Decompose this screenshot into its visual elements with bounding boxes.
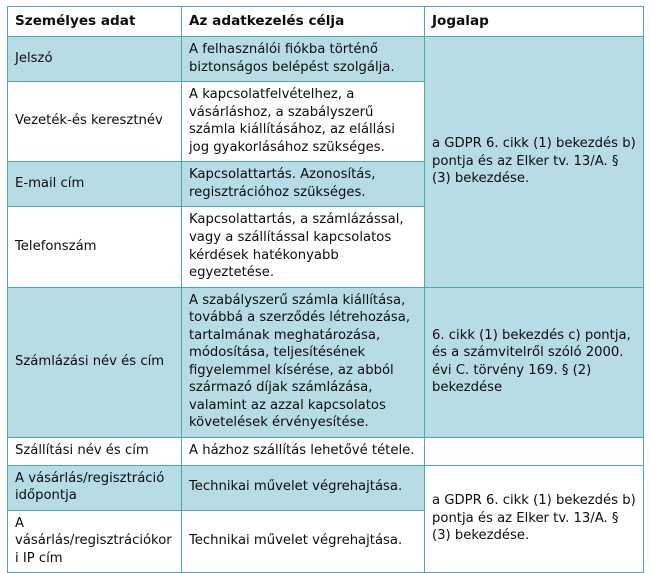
cell-personal-data: Számlázási név és cím	[8, 287, 182, 437]
cell-purpose: Technikai művelet végrehajtása.	[182, 465, 425, 510]
column-header-purpose: Az adatkezelés célja	[182, 7, 425, 37]
table-header	[8, 7, 644, 37]
cell-purpose: Kapcsolattartás, a számlázással, vagy a szállítással kapcsolatos kérdések hatékonyabb egyeztetése.	[182, 207, 425, 287]
personal-data-processing-table	[7, 6, 644, 573]
cell-purpose: Kapcsolattartás. Azonosítás, regisztrációhoz szükséges.	[182, 162, 425, 207]
cell-personal-data: A vásárlás/regisztráció időpontja	[8, 465, 182, 510]
cell-personal-data: Szállítási név és cím	[8, 438, 182, 466]
cell-personal-data: E-mail cím	[8, 162, 182, 207]
cell-personal-data: Telefonszám	[8, 207, 182, 287]
table-row	[8, 465, 644, 510]
cell-legal-basis: 6. cikk (1) bekezdés c) pontja, és a számvitelről szóló 2000. évi C. törvény 169. § (2) bekezdése	[425, 287, 644, 437]
cell-personal-data: Vezeték-és keresztnév	[8, 82, 182, 162]
cell-personal-data: A vásárlás/regisztrációkori IP cím	[8, 510, 182, 573]
table-body	[8, 37, 644, 573]
cell-personal-data: Jelszó	[8, 37, 182, 82]
cell-purpose: A kapcsolatfelvételhez, a vásárláshoz, a szabályszerű számla kiállításához, az elállási jog gyakorlásához szükséges.	[182, 82, 425, 162]
table-row	[8, 287, 644, 437]
cell-legal-basis-merged: a GDPR 6. cikk (1) bekezdés b) pontja és az Elker tv. 13/A. § (3) bekezdése.	[425, 465, 644, 573]
cell-legal-basis-empty	[425, 438, 644, 466]
cell-purpose: Technikai művelet végrehajtása.	[182, 510, 425, 573]
column-header-legal-basis: Jogalap	[425, 7, 644, 37]
cell-purpose: A szabályszerű számla kiállítása, továbbá a szerződés létrehozása, tartalmának meghatározása, módosítása, teljesítésének figyelemmel kísérése, az abból származó díjak számlázása, valamint az azzal kapcsolatos követelések érvényesítése.	[182, 287, 425, 437]
table-header-row	[8, 7, 644, 37]
cell-purpose: A házhoz szállítás lehetővé tétele.	[182, 438, 425, 466]
cell-legal-basis-merged: a GDPR 6. cikk (1) bekezdés b) pontja és az Elker tv. 13/A. § (3) bekezdése.	[425, 37, 644, 288]
table-row	[8, 37, 644, 82]
column-header-personal-data: Személyes adat	[8, 7, 182, 37]
cell-purpose: A felhasználói fiókba történő biztonságos belépést szolgálja.	[182, 37, 425, 82]
table-row	[8, 438, 644, 466]
